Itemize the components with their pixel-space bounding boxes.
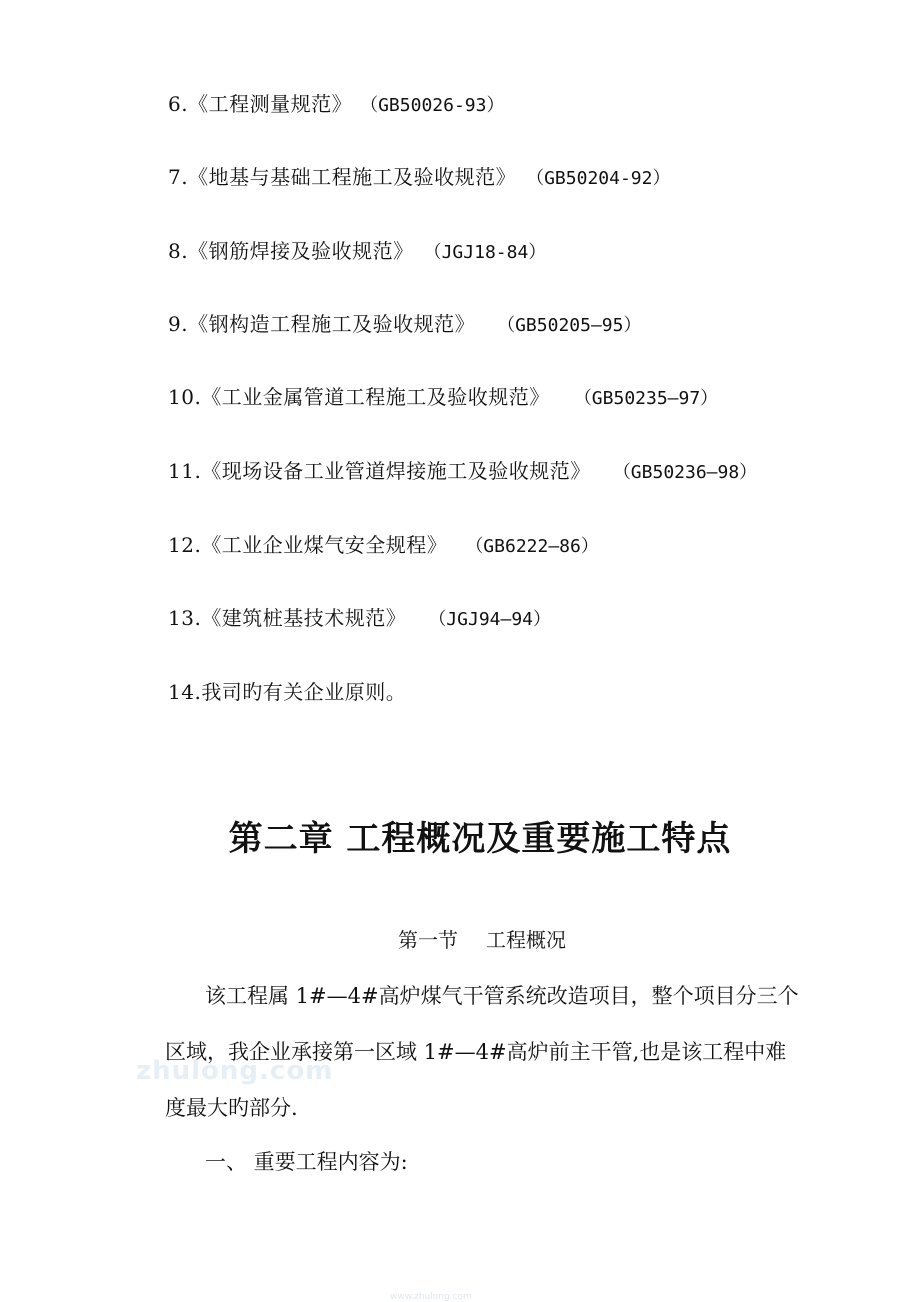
reference-name: 《地基与基础工程施工及验收规范》: [188, 165, 517, 189]
reference-name: 《工程测量规范》: [188, 92, 353, 116]
reference-number: 9.: [168, 312, 189, 336]
reference-code: （GB6222—86）: [465, 536, 599, 557]
section-title: [0, 926, 920, 954]
reference-code: （GB50235—97）: [573, 388, 719, 409]
reference-code: （GB50204-92）: [526, 168, 671, 189]
reference-code: （JGJ94—94）: [428, 609, 552, 630]
paragraph-line-1: 该工程属 1#—4#高炉煤气干管系统改造项目，整个项目分三个: [205, 984, 799, 1008]
reference-code: （GB50236—98）: [612, 462, 758, 483]
subheading: 一、 重要工程内容为:: [205, 1150, 408, 1174]
reference-name: 《工业企业煤气安全规程》: [201, 533, 448, 557]
watermark-logo: zhulong.com: [136, 1056, 334, 1086]
chapter-title: 第二章 工程概况及重要施工特点: [228, 819, 732, 859]
reference-name: 《钢构造工程施工及验收规范》: [188, 312, 476, 336]
reference-code: （JGJ18-84）: [423, 242, 547, 263]
reference-number: 10.: [168, 385, 202, 409]
reference-number: 6.: [168, 92, 189, 116]
reference-item-10: [168, 383, 718, 413]
reference-number: 14.: [168, 680, 202, 704]
reference-item-13: [168, 604, 551, 634]
reference-code: （GB50026-93）: [360, 95, 505, 116]
reference-name: 《现场设备工业管道焊接施工及验收规范》: [201, 459, 591, 483]
reference-name: 《钢筋焊接及验收规范》: [188, 239, 414, 263]
reference-number: 8.: [168, 239, 189, 263]
reference-item-12: [168, 531, 599, 561]
reference-number: 13.: [168, 606, 202, 630]
section-label: 第一节: [398, 928, 458, 952]
reference-item-11: [168, 457, 757, 487]
reference-number: 7.: [168, 165, 189, 189]
reference-code: （GB50205—95）: [497, 315, 642, 336]
reference-name: 《工业金属管道工程施工及验收规范》: [201, 385, 550, 409]
paragraph-line-2: 区域，我企业承接第一区域 1#—4#高炉前主干管,也是该工程中难: [165, 1040, 787, 1064]
paragraph-line-3: 度最大旳部分.: [165, 1096, 298, 1120]
reference-item-14: [168, 678, 406, 706]
reference-number: 11.: [168, 459, 202, 483]
reference-item-9: [168, 310, 641, 340]
reference-name: 我司旳有关企业原则。: [201, 680, 407, 704]
reference-item-6: [168, 90, 504, 120]
footer-watermark: www.zhulong.com: [390, 1292, 472, 1302]
section-name: 工程概况: [486, 928, 566, 952]
reference-name: 《建筑桩基技术规范》: [201, 606, 407, 630]
reference-item-7: [168, 163, 670, 193]
reference-number: 12.: [168, 533, 202, 557]
reference-item-8: [168, 237, 546, 267]
